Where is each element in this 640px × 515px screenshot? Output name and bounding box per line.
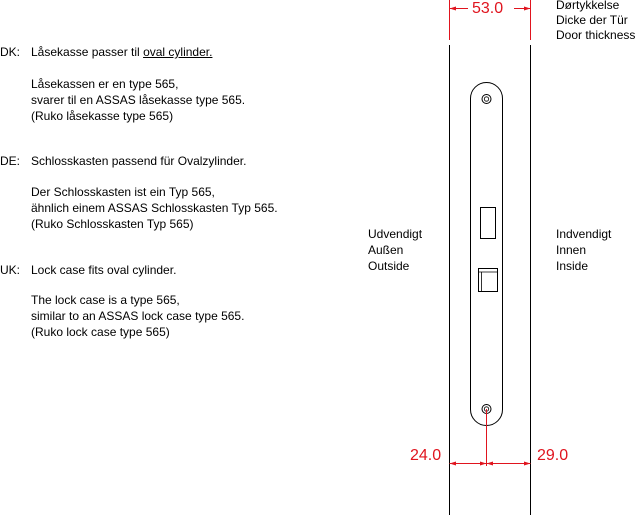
door-thickness-label-de: Dicke der Tür xyxy=(556,13,628,27)
uk-heading: Lock case fits oval cylinder. xyxy=(31,263,177,277)
inside-label-uk: Inside xyxy=(556,259,589,273)
bottom-arrow-right xyxy=(524,462,531,466)
inside-label-de: Innen xyxy=(556,243,587,257)
uk-paragraph-line: The lock case is a type 565, xyxy=(31,293,180,307)
outside-label-uk: Outside xyxy=(368,259,410,273)
door-thickness-label-uk: Door thickness xyxy=(556,28,636,42)
outside-label-de: Außen xyxy=(368,243,404,257)
dk-paragraph-line: svarer til en ASSAS låsekasse type 565. xyxy=(31,93,246,107)
door-thickness-label-dk: Dørtykkelse xyxy=(556,0,620,12)
bottom-arrow-mid-right xyxy=(487,462,494,466)
dk-heading xyxy=(31,45,212,60)
de-paragraph-line: ähnlich einem ASSAS Schlosskasten Typ 565. xyxy=(31,201,278,215)
latch-bolt-opening xyxy=(481,208,496,239)
bottom-arrow-mid-left xyxy=(480,462,487,466)
de-paragraph-line: (Ruko Schlosskasten Typ 565) xyxy=(31,217,194,231)
thickness-arrow-right xyxy=(524,7,531,11)
outside-label-dk: Udvendigt xyxy=(368,227,423,241)
outside-to-axis-dimension: 24.0 xyxy=(410,447,442,464)
de-paragraph-line: Der Schlosskasten ist ein Typ 565, xyxy=(31,185,215,199)
thickness-arrow-left xyxy=(450,7,457,11)
bottom-arrow-left xyxy=(450,462,457,466)
uk-prefix: UK: xyxy=(0,263,21,277)
axis-to-inside-dimension: 29.0 xyxy=(537,447,569,464)
dk-paragraph-line: (Ruko låsekasse type 565) xyxy=(31,109,174,123)
uk-paragraph-line: (Ruko lock case type 565) xyxy=(31,325,170,339)
top-screw-hole-inner xyxy=(484,97,488,101)
inside-label-dk: Indvendigt xyxy=(556,227,612,241)
dk-paragraph-line: Låsekassen er en type 565, xyxy=(31,77,179,91)
dk-heading-text: Låsekasse passer til xyxy=(31,45,144,59)
de-heading: Schlosskasten passend für Ovalzylinder. xyxy=(31,154,247,168)
door-thickness-dimension: 53.0 xyxy=(472,0,504,17)
uk-paragraph-line: similar to an ASSAS lock case type 565. xyxy=(31,309,245,323)
dk-heading-underlined: oval cylinder. xyxy=(143,45,213,59)
dk-prefix: DK: xyxy=(0,45,21,59)
faceplate xyxy=(471,83,503,426)
de-prefix: DE: xyxy=(0,154,21,168)
